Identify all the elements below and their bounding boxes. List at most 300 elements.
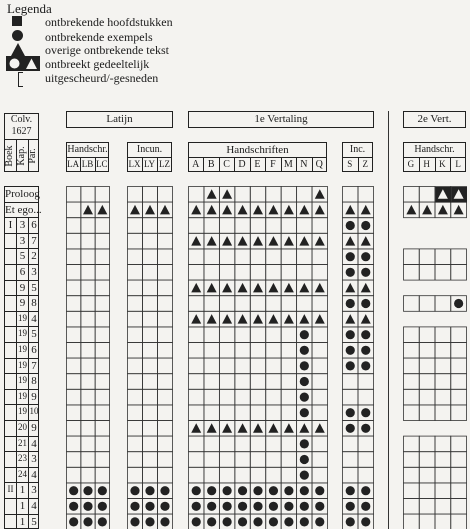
missing-exempel-mark — [361, 361, 370, 370]
missing-exempel-mark — [98, 486, 107, 495]
missing-exempel-mark — [160, 502, 169, 511]
grid-cell — [235, 452, 250, 468]
missing-exempel-mark — [300, 455, 309, 464]
grid-cell — [451, 249, 467, 265]
missing-text-mark — [438, 205, 448, 215]
column-letter-D: D — [238, 159, 246, 170]
missing-exempel-mark — [361, 517, 370, 526]
subgroup-label-hs: Handschriften — [226, 144, 289, 156]
missing-exempel-mark — [346, 299, 355, 308]
legend-label-uitgescheurd: uitgescheurd/-gesneden — [45, 71, 159, 85]
missing-text-mark — [361, 236, 371, 246]
row-kap: 19 — [18, 344, 27, 354]
grid-cell — [404, 514, 420, 529]
grid-cell — [158, 421, 173, 437]
grid-cell — [435, 436, 451, 452]
missing-exempel-mark — [145, 502, 154, 511]
missing-exempel-mark — [346, 252, 355, 261]
grid-cell — [67, 421, 81, 437]
grid-cell — [404, 265, 420, 281]
grid-cell — [158, 467, 173, 483]
missing-exempel-mark — [83, 517, 92, 526]
grid-cell — [67, 389, 81, 405]
row-kap: 3 — [19, 219, 26, 232]
grid-cell — [143, 436, 158, 452]
grid-cell — [189, 296, 204, 312]
missing-text-mark — [284, 205, 294, 215]
missing-text-mark — [299, 205, 309, 215]
row-kap: 24 — [18, 468, 27, 479]
missing-text-mark — [191, 236, 201, 246]
missing-exempel-mark — [223, 502, 232, 511]
grid-cell — [312, 296, 327, 312]
grid-cell — [219, 389, 234, 405]
grid-cell — [67, 358, 81, 374]
missing-exempel-mark — [346, 486, 355, 495]
missing-exempel-mark — [300, 393, 309, 402]
missing-text-mark — [299, 423, 309, 433]
grid-cell — [128, 265, 143, 281]
grid-cell — [189, 187, 204, 203]
grid-cell — [143, 405, 158, 421]
grid-cell — [435, 374, 451, 390]
legend-label-tekst: overige ontbrekende tekst — [45, 43, 169, 57]
missing-text-mark — [315, 423, 325, 433]
grid-cell — [95, 421, 109, 437]
grid-cell — [204, 249, 219, 265]
grid-cell — [281, 405, 296, 421]
grid-cell — [266, 436, 281, 452]
grid-cell — [81, 233, 95, 249]
missing-exempel-mark — [238, 502, 247, 511]
missing-text-mark — [160, 205, 170, 215]
grid-cell — [219, 265, 234, 281]
missing-exempel-mark — [300, 408, 309, 417]
grid-cell — [435, 483, 451, 499]
grid-cell — [67, 233, 81, 249]
grid-cell — [189, 452, 204, 468]
missing-exempel-mark — [361, 486, 370, 495]
missing-text-mark — [238, 236, 248, 246]
missing-exempel-mark — [207, 517, 216, 526]
grid-cell — [219, 343, 234, 359]
grid-cell — [67, 467, 81, 483]
grid-cell — [235, 327, 250, 343]
grid-cell — [128, 233, 143, 249]
grid-cell — [189, 405, 204, 421]
grid-cell — [143, 452, 158, 468]
row-par: 9 — [31, 390, 37, 403]
missing-exempel-mark — [361, 252, 370, 261]
grid-cell — [67, 187, 81, 203]
missing-exempel-mark — [130, 486, 139, 495]
grid-cell — [95, 405, 109, 421]
row-book: I — [8, 219, 13, 232]
grid-cell — [81, 452, 95, 468]
grid-cell — [158, 374, 173, 390]
grid-cell — [128, 249, 143, 265]
column-letter-M: M — [283, 159, 293, 170]
missing-text-mark — [268, 283, 278, 293]
missing-exempel-mark — [83, 502, 92, 511]
row-par: 4 — [31, 468, 37, 481]
grid-cell — [297, 218, 312, 234]
missing-text-mark — [97, 205, 107, 215]
grid-cell — [419, 483, 435, 499]
grid-cell — [95, 358, 109, 374]
missing-exempel-mark — [300, 439, 309, 448]
grid-cell — [250, 389, 265, 405]
grid-cell — [128, 280, 143, 296]
legend-label-hoofdstukken: ontbrekende hoofdstukken — [45, 15, 173, 29]
row-par: 7 — [31, 234, 37, 247]
grid-cell — [81, 265, 95, 281]
grid-cell — [404, 374, 420, 390]
grid-cell — [266, 405, 281, 421]
grid-cell — [312, 452, 327, 468]
grid-cell — [451, 499, 467, 515]
missing-text-mark — [207, 236, 217, 246]
grid-cell — [419, 265, 435, 281]
grid-cell — [143, 389, 158, 405]
grid-cell — [250, 187, 265, 203]
missing-exempel-mark — [284, 502, 293, 511]
grid-cell — [404, 249, 420, 265]
grid-cell — [419, 249, 435, 265]
column-letter-E: E — [254, 159, 261, 170]
grid-cell — [158, 436, 173, 452]
row-book: II — [7, 484, 14, 495]
missing-exempel-mark — [238, 517, 247, 526]
grid-cell — [95, 311, 109, 327]
grid-cell — [343, 467, 359, 483]
grid-cell — [235, 467, 250, 483]
grid-cell — [95, 265, 109, 281]
grid-cell — [128, 389, 143, 405]
grid-cell — [451, 374, 467, 390]
grid-cell — [81, 249, 95, 265]
grid-cell — [312, 343, 327, 359]
column-letter-B: B — [207, 159, 215, 170]
missing-text-mark — [361, 314, 371, 324]
row-par: 3 — [31, 484, 37, 497]
grid-cell — [128, 296, 143, 312]
grid-cell — [343, 452, 359, 468]
legend-title: Legenda — [7, 1, 52, 16]
grid-cell — [143, 249, 158, 265]
missing-exempel-mark — [238, 486, 247, 495]
grid-cell — [128, 374, 143, 390]
subgroup-label-hs2: Handschr. — [414, 144, 455, 155]
grid-cell — [312, 374, 327, 390]
grid-cell — [204, 374, 219, 390]
grid-cell — [158, 452, 173, 468]
missing-exempel-mark — [300, 330, 309, 339]
grid-cell — [451, 265, 467, 281]
grid-cell — [312, 358, 327, 374]
grid-cell — [143, 327, 158, 343]
grid-cell — [128, 343, 143, 359]
grid-cell — [235, 374, 250, 390]
grid-cell — [67, 327, 81, 343]
column-letter-Z: Z — [362, 159, 368, 169]
grid-cell — [312, 218, 327, 234]
grid-cell — [435, 389, 451, 405]
missing-exempel-mark — [98, 502, 107, 511]
grid-cell — [343, 389, 359, 405]
grid-cell — [204, 358, 219, 374]
column-letter-F: F — [270, 159, 276, 170]
grid-cell — [158, 249, 173, 265]
grid-cell — [250, 265, 265, 281]
missing-text-mark — [83, 205, 93, 215]
grid-cell — [219, 249, 234, 265]
grid-cell — [128, 358, 143, 374]
missing-exempel-mark — [346, 517, 355, 526]
missing-text-mark — [345, 314, 355, 324]
grid-cell — [435, 249, 451, 265]
grid-cell — [451, 327, 467, 343]
grid-cell — [95, 452, 109, 468]
grid-cell — [158, 296, 173, 312]
grid-cell — [266, 296, 281, 312]
missing-exempel-mark — [346, 502, 355, 511]
missing-exempel-mark — [346, 330, 355, 339]
missing-text-mark — [222, 283, 232, 293]
grid-cell — [158, 218, 173, 234]
group-latijn-label: Latijn — [106, 113, 133, 125]
row-label-text: Et ego... — [5, 203, 42, 216]
grid-cell — [266, 389, 281, 405]
grid-cell — [204, 327, 219, 343]
grid-cell — [204, 452, 219, 468]
missing-text-mark — [207, 283, 217, 293]
row-kap: 6 — [19, 266, 26, 278]
grid-cell — [219, 374, 234, 390]
grid-cell — [128, 452, 143, 468]
missing-text-mark — [238, 314, 248, 324]
grid-cell — [67, 452, 81, 468]
row-par: 6 — [31, 344, 37, 356]
grid-cell — [404, 467, 420, 483]
column-letter-K: K — [439, 159, 446, 169]
grid-cell — [81, 296, 95, 312]
missing-text-mark — [361, 283, 371, 293]
row-par: 5 — [31, 328, 37, 341]
grid-cell — [235, 218, 250, 234]
grid-cell — [95, 436, 109, 452]
row-par: 7 — [31, 359, 37, 372]
missing-exempel-mark — [253, 517, 262, 526]
missing-exempel-mark — [346, 424, 355, 433]
row-label-text: Proloog — [5, 188, 40, 200]
grid-cell — [404, 358, 420, 374]
missing-text-mark — [222, 314, 232, 324]
grid-cell — [266, 218, 281, 234]
grid-cell — [81, 218, 95, 234]
missing-text-mark — [268, 423, 278, 433]
grid-cell — [158, 405, 173, 421]
grid-cell — [143, 233, 158, 249]
grid-cell — [204, 467, 219, 483]
grid-cell — [435, 296, 451, 312]
grid-cell — [81, 467, 95, 483]
grid-cell — [266, 327, 281, 343]
grid-cell — [419, 187, 435, 203]
missing-exempel-mark — [361, 502, 370, 511]
grid-cell — [281, 358, 296, 374]
grid-cell — [95, 389, 109, 405]
grid-cell — [250, 452, 265, 468]
grid-cell — [419, 436, 435, 452]
row-par: 9 — [31, 422, 37, 434]
missing-text-mark — [454, 205, 464, 215]
grid-cell — [281, 452, 296, 468]
missing-exempel-mark — [361, 221, 370, 230]
grid-cell — [81, 343, 95, 359]
missing-exempel-mark — [269, 517, 278, 526]
group-vertaling2-label: 2e Vert. — [417, 113, 452, 125]
grid-cell — [158, 265, 173, 281]
missing-text-mark — [406, 205, 416, 215]
row-kap: 21 — [18, 437, 27, 448]
grid-cell — [250, 436, 265, 452]
missing-exempel-mark — [130, 502, 139, 511]
missing-text-mark — [222, 423, 232, 433]
grid-cell — [266, 343, 281, 359]
grid-cell — [67, 343, 81, 359]
grid-cell — [67, 218, 81, 234]
row-kap: 1 — [19, 484, 26, 497]
grid-cell — [128, 436, 143, 452]
grid-cell — [219, 327, 234, 343]
grid-cell — [95, 467, 109, 483]
row-par: 6 — [31, 219, 37, 232]
grid-cell — [266, 374, 281, 390]
missing-exempel-mark — [207, 486, 216, 495]
grid-cell — [343, 436, 359, 452]
grid-cell — [281, 218, 296, 234]
missing-exempel-mark — [315, 517, 324, 526]
grid-cell — [312, 265, 327, 281]
missing-exempel-mark — [361, 330, 370, 339]
column-letter-L: L — [455, 159, 461, 169]
grid-cell — [358, 187, 374, 203]
row-kap: 9 — [19, 281, 26, 294]
grid-cell — [250, 249, 265, 265]
missing-text-mark — [315, 205, 325, 215]
grid-cell — [81, 358, 95, 374]
grid-cell — [204, 389, 219, 405]
grid-cell — [81, 187, 95, 203]
grid-cell — [143, 343, 158, 359]
missing-text-mark — [207, 423, 217, 433]
grid-cell — [219, 467, 234, 483]
missing-text-mark — [268, 205, 278, 215]
column-letter-S: S — [347, 159, 353, 169]
grid-cell — [312, 249, 327, 265]
grid-cell — [435, 405, 451, 421]
grid-cell — [451, 452, 467, 468]
grid-cell — [189, 358, 204, 374]
row-kap: 19 — [18, 406, 27, 417]
grid-cell — [128, 421, 143, 437]
grid-cell — [158, 343, 173, 359]
missing-exempel-mark — [361, 424, 370, 433]
grid-cell — [67, 280, 81, 296]
grid-cell — [451, 405, 467, 421]
colv-sub-kap: Kap. — [16, 146, 27, 166]
row-kap: 19 — [18, 390, 27, 401]
subgroup-label-inc: Inc. — [349, 144, 366, 155]
row-par: 2 — [31, 250, 37, 263]
row-kap: 1 — [19, 515, 26, 528]
missing-exempel-mark — [346, 361, 355, 370]
grid-cell — [235, 187, 250, 203]
grid-cell — [189, 327, 204, 343]
grid-cell — [250, 405, 265, 421]
missing-text-mark — [299, 283, 309, 293]
grid-cell — [67, 249, 81, 265]
missing-exempel-mark — [300, 486, 309, 495]
grid-cell — [419, 467, 435, 483]
grid-cell — [435, 358, 451, 374]
grid-cell — [128, 467, 143, 483]
group-vertaling1-label: 1e Vertaling — [254, 113, 308, 125]
missing-text-mark — [315, 283, 325, 293]
column-letter-A: A — [192, 159, 200, 170]
grid-cell — [189, 467, 204, 483]
missing-exempel-mark — [160, 517, 169, 526]
grid-cell — [81, 436, 95, 452]
missing-text-mark — [284, 423, 294, 433]
column-letter-G: G — [407, 159, 415, 169]
grid-cell — [297, 249, 312, 265]
grid-cell — [158, 187, 173, 203]
column-letter-LA: LA — [67, 159, 80, 169]
grid-cell — [128, 218, 143, 234]
grid-cell — [404, 483, 420, 499]
grid-cell — [435, 514, 451, 529]
grid-cell — [312, 327, 327, 343]
row-kap: 19 — [18, 375, 27, 386]
column-letter-Q: Q — [315, 159, 323, 170]
grid-cell — [143, 421, 158, 437]
grid-cell — [297, 296, 312, 312]
grid-cell — [204, 218, 219, 234]
grid-cell — [235, 358, 250, 374]
grid-cell — [219, 452, 234, 468]
grid-cell — [235, 296, 250, 312]
grid-cell — [143, 311, 158, 327]
grid-cell — [235, 405, 250, 421]
grid-cell — [204, 296, 219, 312]
missing-text-mark — [207, 189, 217, 199]
grid-cell — [404, 499, 420, 515]
column-letter-C: C — [223, 159, 230, 170]
grid-cell — [158, 280, 173, 296]
row-kap: 19 — [18, 328, 27, 339]
missing-exempel-mark — [207, 502, 216, 511]
grid-cell — [281, 265, 296, 281]
grid-cell — [419, 499, 435, 515]
column-letter-LB: LB — [81, 159, 94, 169]
missing-exempel-mark — [361, 346, 370, 355]
grid-cell — [189, 389, 204, 405]
column-letter-H: H — [423, 159, 430, 169]
grid-cell — [404, 187, 420, 203]
missing-text-mark — [207, 314, 217, 324]
